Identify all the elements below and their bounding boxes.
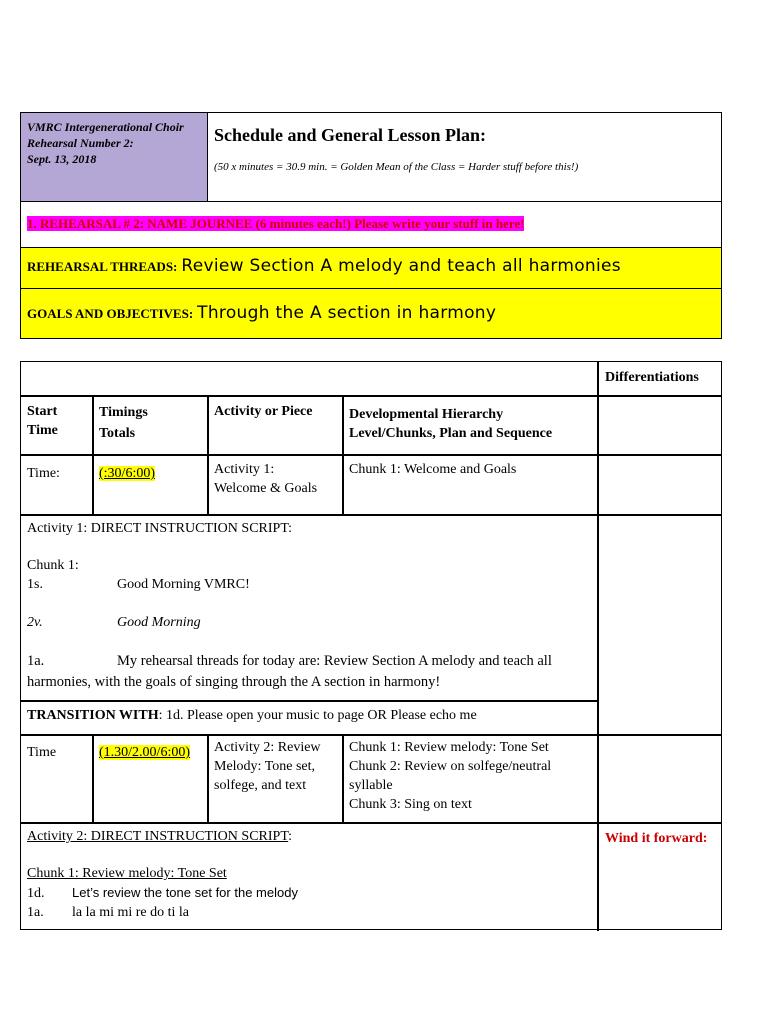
line-code: 1s. <box>27 577 43 592</box>
rehearsal-row <box>21 201 721 247</box>
script1-block <box>27 519 592 693</box>
header-line: Level/Chunks, Plan and Sequence <box>349 426 553 441</box>
col-divider-1b <box>92 734 94 822</box>
spacer <box>27 594 592 613</box>
row1-chunk: Chunk 1: Welcome and Goals <box>349 462 517 477</box>
plan-title-block <box>208 113 721 201</box>
threads-value: Review Section A melody and teach all harmonies <box>181 256 621 276</box>
threads-label: REHEARSAL THREADS: <box>27 259 178 274</box>
script2-heading-colon: : <box>288 829 293 844</box>
activity-line: Welcome & Goals <box>214 481 318 496</box>
lesson-table <box>20 361 722 930</box>
row-divider <box>21 454 721 456</box>
row-divider <box>21 734 721 736</box>
activity-header: Activity or Piece <box>214 404 313 419</box>
row2-time-label: Time <box>27 745 57 760</box>
script2-line-2 <box>27 903 592 922</box>
script1-line-3-cont: harmonies, with the goals of singing through the A section in harmony! <box>27 674 441 690</box>
chunk-line: syllable <box>349 778 393 793</box>
start-time-header <box>27 402 58 440</box>
spacer <box>27 846 592 864</box>
script2-line-1 <box>27 883 592 903</box>
chunk-line: Chunk 1: Review melody: Tone Set <box>349 740 549 755</box>
activity-line: Activity 1: <box>214 462 275 477</box>
line-text: Good Morning <box>117 615 201 630</box>
transition-line <box>27 706 477 725</box>
wind-it-forward: Wind it forward: <box>605 831 708 846</box>
script1-chunk-label: Chunk 1: <box>27 558 79 573</box>
row2-timing <box>99 743 190 762</box>
row2-chunks <box>349 738 551 814</box>
chunk-line: Chunk 2: Review on solfege/neutral <box>349 759 552 774</box>
plan-subtitle: (50 x minutes = 30.9 min. = Golden Mean of the Class = Harder stuff before this!) <box>214 161 579 173</box>
line-text: Good Morning VMRC! <box>117 577 250 592</box>
goals-value: Through the A section in harmony <box>197 303 497 323</box>
script2-heading-line <box>27 827 592 846</box>
row1-time-label: Time: <box>27 466 60 481</box>
line-code: 2v. <box>27 615 43 630</box>
row-divider <box>21 822 721 824</box>
row1-activity <box>214 460 317 498</box>
transition-text: : 1d. Please open your music to page OR Please echo me <box>158 708 477 723</box>
row-divider <box>21 700 597 702</box>
goals-label: GOALS AND OBJECTIVES: <box>27 306 194 321</box>
script1-line-3 <box>27 651 592 672</box>
activity-line: solfege, and text <box>214 778 307 793</box>
header-line: Start <box>27 404 58 419</box>
transition-label: TRANSITION WITH <box>27 708 159 723</box>
differentiations-header: Differentiations <box>605 370 699 385</box>
choir-info <box>21 113 208 201</box>
line-code: 1a. <box>27 653 45 669</box>
script2-heading: Activity 2: DIRECT INSTRUCTION SCRIPT <box>27 829 289 844</box>
row1-timing <box>99 464 155 483</box>
script1-heading: Activity 1: DIRECT INSTRUCTION SCRIPT: <box>27 521 293 536</box>
line-code: 1a. <box>27 905 44 920</box>
col-divider-differentiations <box>597 362 599 931</box>
goals-row <box>21 288 721 338</box>
row2-activity <box>214 738 321 795</box>
header-line: Time <box>27 423 58 438</box>
lesson-header <box>20 112 722 339</box>
rehearsal-line: 1. REHEARSAL # 2: NAME JOURNEE (6 minutes each!) Please write your stuff in here! <box>27 216 525 231</box>
chunk-line: Chunk 3: Sing on text <box>349 797 472 812</box>
header-line: Totals <box>99 426 136 441</box>
plan-title: Schedule and General Lesson Plan: <box>214 125 487 145</box>
activity-line: Activity 2: Review <box>214 740 321 755</box>
activity-line: Melody: Tone set, <box>214 759 316 774</box>
col-divider-3b <box>342 734 344 822</box>
header-line: Developmental Hierarchy <box>349 407 504 422</box>
hierarchy-header <box>349 405 552 443</box>
rehearsal-number: Rehearsal Number 2: <box>27 136 134 150</box>
script1-line-2 <box>27 613 592 632</box>
row2-timing-value: (1.30/2.00/6:00) <box>99 745 190 760</box>
row1-timing-value: (:30/6:00) <box>99 466 155 481</box>
rehearsal-date: Sept. 13, 2018 <box>27 152 97 166</box>
spacer <box>27 538 592 556</box>
spacer <box>27 632 592 651</box>
col-divider-2b <box>207 734 209 822</box>
script1-line-1 <box>27 575 592 594</box>
script2-block <box>27 827 592 922</box>
row-divider <box>21 395 721 397</box>
line-code: 1d. <box>27 886 45 901</box>
line-text: My rehearsal threads for today are: Review Section A melody and teach all <box>117 653 552 669</box>
choir-name: VMRC Intergenerational Choir <box>27 120 184 134</box>
script2-chunk-label: Chunk 1: Review melody: Tone Set <box>27 866 227 881</box>
row-divider <box>21 514 721 516</box>
header-line: Timings <box>99 405 148 420</box>
line-text: la la mi mi re do ti la <box>72 905 190 920</box>
line-text: Let’s review the tone set for the melody <box>72 885 298 900</box>
timings-header <box>99 402 148 444</box>
threads-row <box>21 247 721 288</box>
